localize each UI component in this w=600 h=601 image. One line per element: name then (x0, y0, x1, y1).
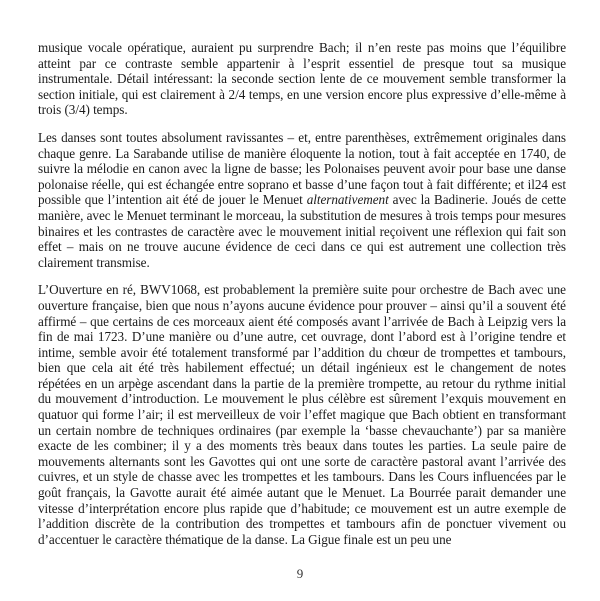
page-number: 9 (296, 566, 304, 581)
document-body (38, 40, 566, 547)
paragraph-1-text: musique vocale opératique, auraient pu surprendre Bach; il n’en reste pas moins que l’équilibre atteint par ce contraste semble appartenir à l’esprit essentiel de presque tout sa musique instrumentale. Détail intéressant: la seconde section lente de ce mouvement semble transformer la section initiale, qui est clairement à 2/4 temps, en une version encore plus expressive d’elle-même à trois (3/4) temps. (38, 40, 566, 118)
paragraph-3 (38, 282, 566, 547)
paragraph-1 (38, 40, 566, 118)
paragraph-2 (38, 130, 566, 270)
paragraph-2-italic-term: alternativement (306, 192, 389, 208)
paragraph-3-text: L’Ouverture en ré, BWV1068, est probablement la première suite pour orchestre de Bach avec une ouverture française, bien que nous n’ayons aucune évidence pour prouver – ainsi qu’il a souvent été affirmé – que certains de ces morceaux aient été composés avant l’arrivée de Bach à Leipzig vers la fin de mai 1723. D’une manière ou d’une autre, cet ouvrage, dont l’abord est à l’origine tendre et intime, semble avoir été totalement transformé par l’addition du chœur de trompettes et tambours, bien que cela ait été très habilement effectué; un détail ingénieux est le changement de notes répétées en un arpège ascendant dans la partie de la première trompette, au retour du rythme initial du mouvement d’introduction. Le mouvement le plus célèbre est sûrement l’exquis mouvement en quatuor qui forme l’air; il est merveilleux de voir l’effet magique que Bach obtient en transformant un certain nombre de techniques ordinaires (par exemple la ‘basse chevauchante’) par sa manière exacte de les combiner; il y a des moments très beaux dans toutes les parties. La seule paire de mouvements alternants sont les Gavottes qui ont une sorte de caractère pastoral avant l’arrivée des cuivres, et un style de chasse avec les trompettes et les tambours. Dans les Cours influencées par le goût français, la Gavotte aurait été aimée autant que le Menuet. La Bourrée parait demander une vitesse d’interprétation encore plus rapide que d’habitude; ce mouvement est un autre exemple de l’addition discrète de la contribution des trompettes et tambours afin de ponctuer vivement ou d’accentuer le caractère thématique de la danse. La Gigue finale est un peu une (38, 282, 566, 547)
paragraph-2-text-a: Les danses sont toutes absolument ravissantes – et, entre parenthèses, extrêmement originales dans chaque genre. La Sarabande utilise de manière éloquente la notion, tout à fait acceptée en 1740, de suivre la mélodie en canon avec la ligne de basse; les Polonaises peuvent avoir pour base une danse polonaise réelle, qui est échangée entre soprano et basse d’une façon tout à fait différente; et il24 est possible que l’intention ait été de jouer le Menuet (38, 129, 566, 208)
paragraph-2-text-b: avec la Badinerie. Joués de cette manière, avec le Menuet terminant le morceau, la substitution de mesures à trois temps pour mesures binaires et les contrastes de caractère avec le mouvement initial reçoivent une réflexion qui fait son effet – mais on ne trouve aucune évidence de ceci dans ce qui est autrement une collection très clairement transmise. (38, 192, 566, 270)
